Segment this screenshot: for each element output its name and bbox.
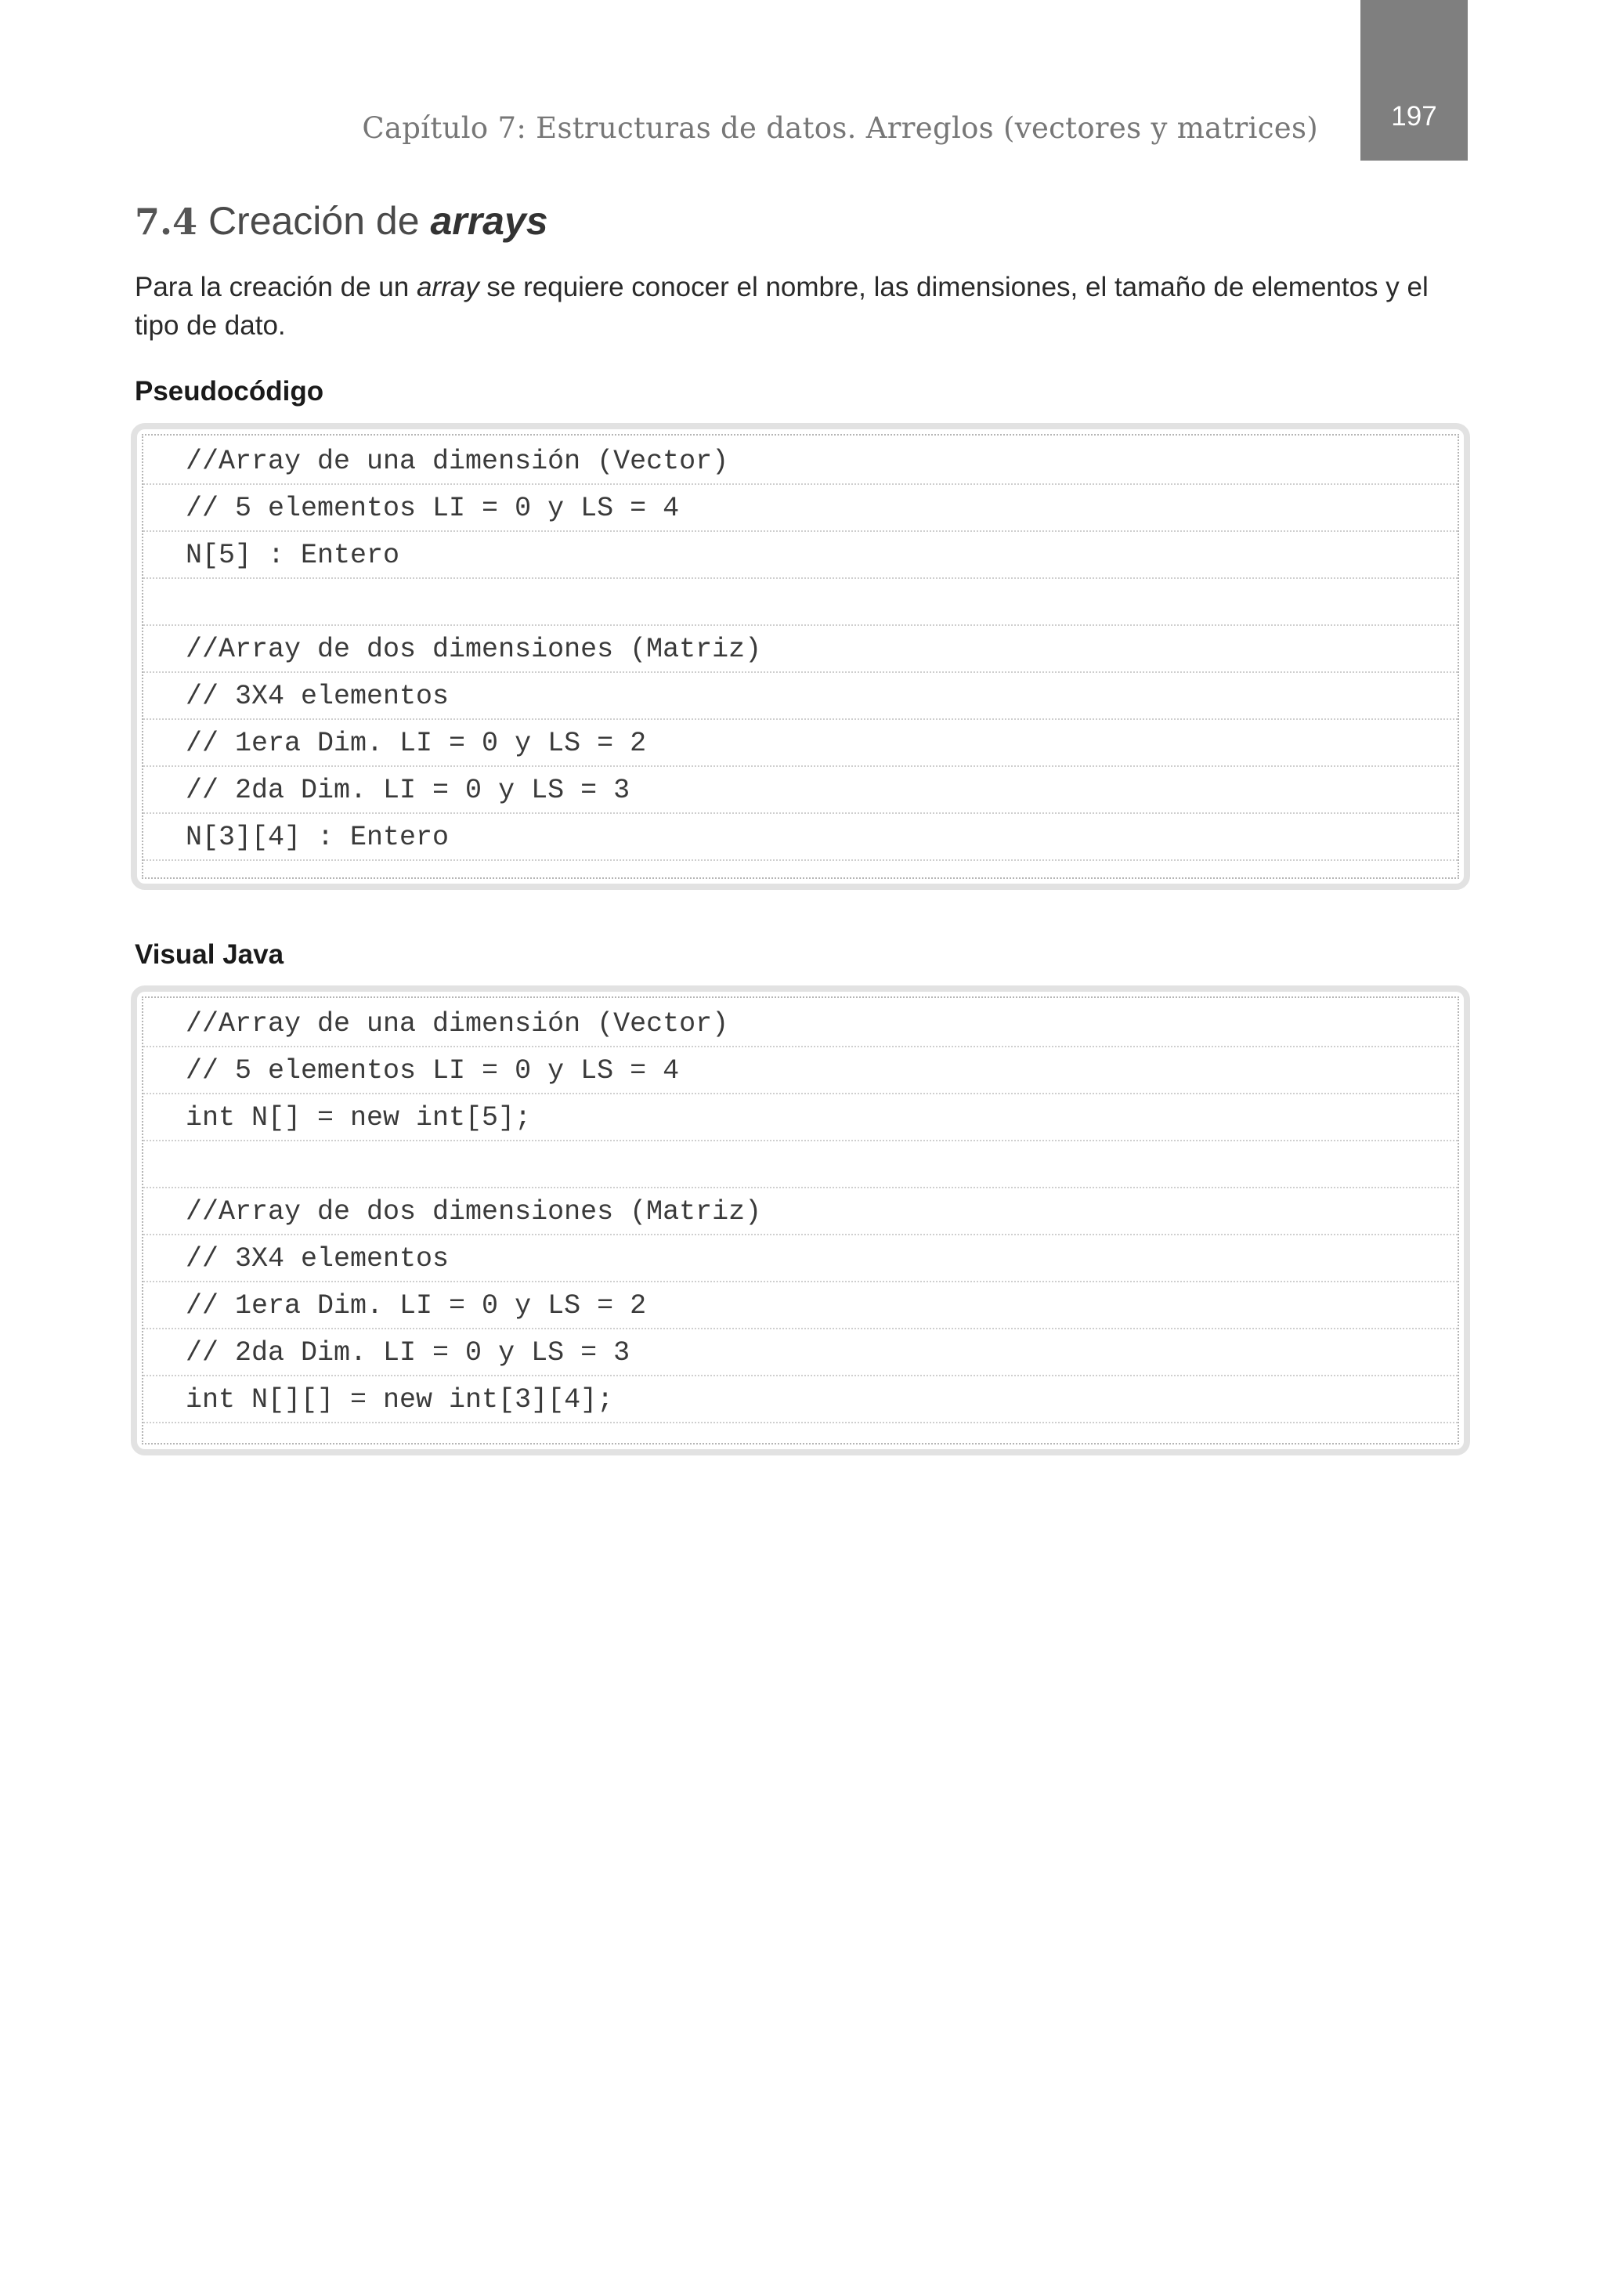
chapter-title: Capítulo 7: Estructuras de datos. Arreglos (vectores y matrices): [362, 111, 1318, 145]
java-label: Visual Java: [135, 939, 284, 970]
section-title-italic: arrays: [430, 199, 548, 243]
code-line: //Array de dos dimensiones (Matriz): [143, 626, 1458, 673]
java-code-box: [131, 985, 1470, 1455]
section-heading: [135, 198, 548, 244]
paragraph-text-after: se requiere conocer el nombre, las dimensiones, el tamaño de elementos y el tipo de dato.: [135, 272, 1429, 341]
pseudocode-lines: [143, 438, 1458, 861]
pseudocode-box: [131, 423, 1470, 890]
code-line: // 1era Dim. LI = 0 y LS = 2: [143, 720, 1458, 767]
java-lines: [143, 1000, 1458, 1423]
section-number: 7.4: [135, 201, 198, 243]
code-line: //Array de una dimensión (Vector): [143, 438, 1458, 485]
code-line: [143, 1141, 1458, 1188]
paragraph-text-before: Para la creación de un: [135, 272, 417, 302]
section-title-prefix: Creación de: [208, 199, 420, 243]
page-number-tab: [1360, 0, 1468, 161]
code-line: // 1era Dim. LI = 0 y LS = 2: [143, 1282, 1458, 1329]
code-line: // 2da Dim. LI = 0 y LS = 3: [143, 1329, 1458, 1376]
code-line: // 3X4 elementos: [143, 673, 1458, 720]
page-number: 197: [1391, 101, 1437, 132]
code-line: // 2da Dim. LI = 0 y LS = 3: [143, 767, 1458, 814]
paragraph-italic-term: array: [416, 272, 479, 302]
intro-paragraph: [135, 268, 1469, 345]
code-line: // 5 elementos LI = 0 y LS = 4: [143, 485, 1458, 532]
code-line: //Array de dos dimensiones (Matriz): [143, 1188, 1458, 1235]
running-header: [0, 0, 1604, 161]
pseudocode-label: Pseudocódigo: [135, 376, 324, 407]
code-line: // 5 elementos LI = 0 y LS = 4: [143, 1047, 1458, 1094]
code-line: // 3X4 elementos: [143, 1235, 1458, 1282]
code-line: N[3][4] : Entero: [143, 814, 1458, 861]
code-line: //Array de una dimensión (Vector): [143, 1000, 1458, 1047]
code-line: int N[][] = new int[3][4];: [143, 1376, 1458, 1423]
code-line: int N[] = new int[5];: [143, 1094, 1458, 1141]
code-line: N[5] : Entero: [143, 532, 1458, 579]
code-line: [143, 579, 1458, 626]
